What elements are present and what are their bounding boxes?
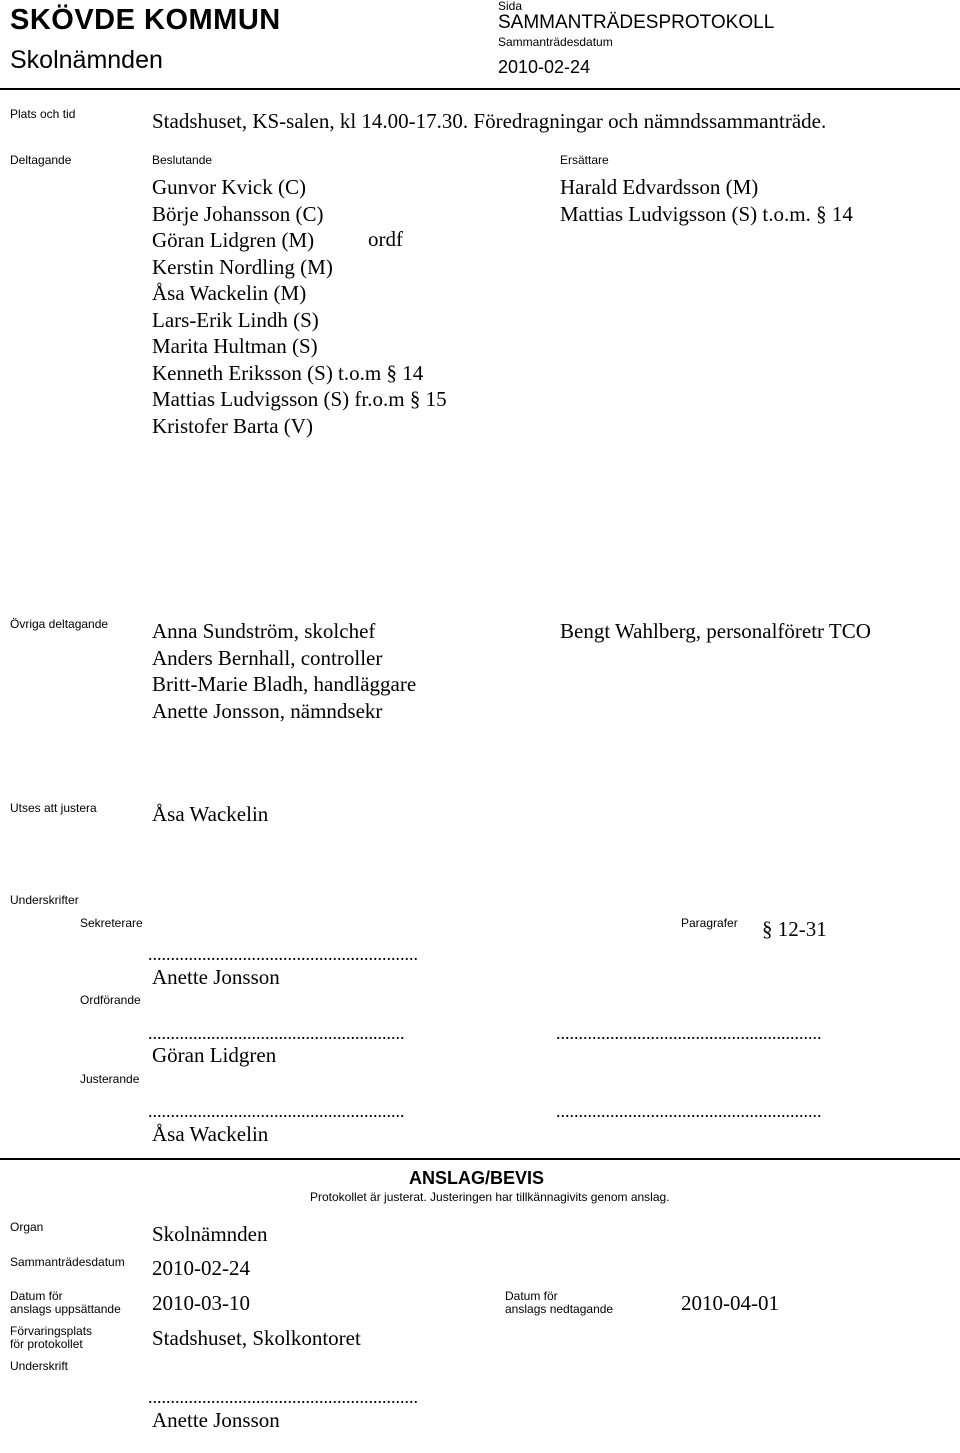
substitute: Mattias Ludvigsson (S) t.o.m. § 14 — [560, 201, 853, 226]
removed-date: 2010-04-01 — [681, 1291, 779, 1315]
substitute-list — [560, 174, 853, 227]
member: Kenneth Eriksson (S) t.o.m § 14 — [152, 360, 424, 385]
other-participant: Anders Bernhall, controller — [152, 645, 383, 670]
others-left-list — [152, 618, 416, 724]
member: Åsa Wackelin (M) — [152, 281, 307, 305]
removed-date-label — [505, 1290, 613, 1316]
member: Mattias Ludvigsson (S) fr.o.m § 15 — [152, 387, 447, 411]
other-participant: Anette Jonsson, nämndsekr — [152, 698, 383, 723]
adjuster-signature-line: ......................................................... — [148, 1101, 405, 1121]
signature-label: Underskrift — [10, 1359, 69, 1373]
substitute: Harald Edvardsson (M) — [560, 175, 759, 199]
notice-signature-line: ............................................................ — [148, 1387, 418, 1407]
notice-subtitle: Protokollet är justerat. Justeringen har tillkännagivits genom anslag. — [310, 1190, 670, 1204]
storage-value: Stadshuset, Skolkontoret — [152, 1326, 361, 1350]
storage-label-line-2: för protokollet — [10, 1337, 83, 1351]
others-label: Övriga deltagande — [10, 617, 109, 631]
notice-date: 2010-02-24 — [152, 1256, 250, 1280]
page-label: Sida — [498, 0, 523, 13]
notice-signer: Anette Jonsson — [152, 1408, 280, 1432]
member: Kerstin Nordling (M) — [152, 254, 333, 279]
chair-name: Göran Lidgren — [152, 1043, 277, 1067]
member: Göran Lidgren (M) — [152, 228, 315, 252]
adjuster-signature-line-right: ........................................................... — [556, 1101, 822, 1121]
substitutes-label: Ersättare — [560, 153, 609, 167]
decision-member-list — [152, 174, 447, 439]
posted-label-line-2: anslags uppsättande — [10, 1302, 121, 1316]
chair-signature-line: ......................................................... — [148, 1023, 405, 1043]
paragraphs-value: § 12-31 — [762, 917, 827, 941]
member: Gunvor Kvick (C) — [152, 175, 306, 199]
removed-label-line-2: anslags nedtagande — [505, 1302, 614, 1316]
posted-label-line-1: Datum för — [10, 1289, 63, 1303]
chair-note: ordf — [368, 227, 403, 251]
other-participant: Anna Sundström, skolchef — [152, 619, 376, 643]
removed-label-line-1: Datum för — [505, 1289, 558, 1303]
place-label: Plats och tid — [10, 107, 76, 121]
meeting-date-label: Sammanträdesdatum — [498, 35, 613, 49]
secretary-name: Anette Jonsson — [152, 965, 280, 989]
adjuster-signer-name: Åsa Wackelin — [152, 1122, 269, 1146]
chair-label: Ordförande — [80, 993, 141, 1007]
adjuster-name: Åsa Wackelin — [152, 802, 269, 826]
member: Kristofer Barta (V) — [152, 413, 313, 438]
member: Marita Hultman (S) — [152, 334, 318, 358]
municipality-logo: SKÖVDE KOMMUN — [10, 4, 281, 36]
member: Börje Johansson (C) — [152, 201, 324, 226]
secretary-label: Sekreterare — [80, 916, 143, 930]
meeting-date: 2010-02-24 — [498, 57, 591, 77]
secretary-signature-line: ............................................................ — [148, 944, 418, 964]
decision-makers-label: Beslutande — [152, 153, 213, 167]
committee-name: Skolnämnden — [10, 46, 163, 74]
organ-label: Organ — [10, 1220, 44, 1234]
notice-divider — [0, 1158, 960, 1160]
member: Lars-Erik Lindh (S) — [152, 307, 319, 332]
participants-label: Deltagande — [10, 153, 72, 167]
chair-signature-line-right: ........................................................... — [556, 1023, 822, 1043]
place-value: Stadshuset, KS-salen, kl 14.00-17.30. Föredragningar och nämndssammanträde. — [152, 109, 827, 133]
storage-label — [10, 1325, 92, 1351]
adjuster-label: Utses att justera — [10, 801, 97, 815]
organ-value: Skolnämnden — [152, 1222, 268, 1246]
adjuster-sign-label: Justerande — [80, 1072, 140, 1086]
paragraphs-label: Paragrafer — [681, 916, 738, 930]
notice-date-label: Sammanträdesdatum — [10, 1255, 125, 1269]
posted-date: 2010-03-10 — [152, 1291, 250, 1315]
others-right-list — [560, 618, 871, 645]
other-participant: Bengt Wahlberg, personalföretr TCO — [560, 619, 871, 643]
storage-label-line-1: Förvaringsplats — [10, 1324, 93, 1338]
notice-title: ANSLAG/BEVIS — [409, 1168, 545, 1188]
other-participant: Britt-Marie Bladh, handläggare — [152, 672, 417, 696]
posted-date-label — [10, 1290, 121, 1316]
document-type: SAMMANTRÄDESPROTOKOLL — [498, 12, 775, 33]
signatures-label: Underskrifter — [10, 893, 79, 907]
header-divider — [0, 88, 960, 90]
